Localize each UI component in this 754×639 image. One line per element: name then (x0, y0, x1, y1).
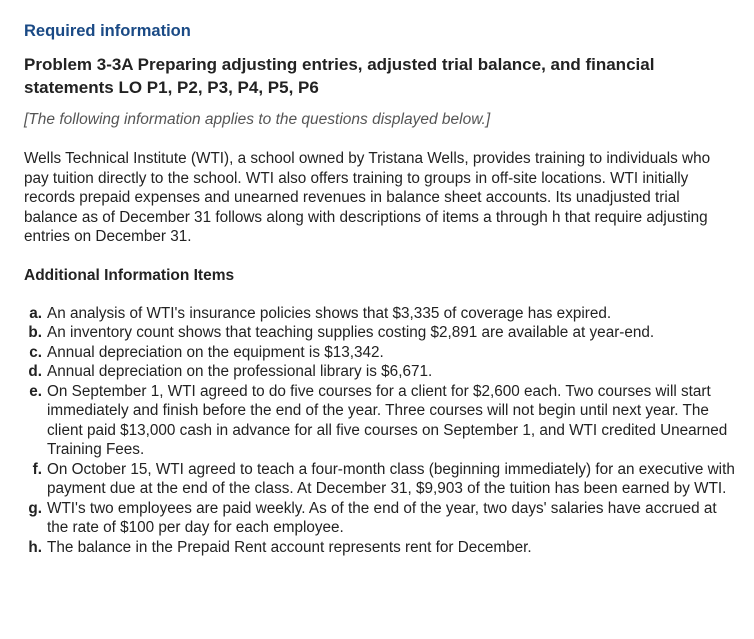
item-text: WTI's two employees are paid weekly. As of the end of the year, two days' salaries have accrued at the rate of $100 per day for each employee. (47, 499, 717, 536)
problem-title: Problem 3-3A Preparing adjusting entries, adjusted trial balance, and financial statements LO P1, P2, P3, P4, P5, P6 (24, 55, 655, 97)
shared-info-note: [The following information applies to the questions displayed below.] (24, 111, 491, 128)
item-letter: a. (29, 304, 42, 322)
info-item-d (24, 362, 736, 382)
additional-info-list (24, 304, 736, 558)
info-item-c (24, 343, 736, 363)
item-letter: h. (28, 538, 42, 556)
required-information-heading: Required information (24, 22, 191, 40)
item-letter: e. (29, 382, 42, 400)
info-item-e (24, 382, 736, 460)
item-text: On October 15, WTI agreed to teach a four-month class (beginning immediately) for an executive with payment due at the end of the class. At December 31, $9,903 of the tuition has been earned by WTI. (47, 460, 735, 497)
info-item-g (24, 499, 736, 538)
info-item-h (24, 538, 736, 558)
additional-info-heading: Additional Information Items (24, 266, 235, 284)
item-text: On September 1, WTI agreed to do five courses for a client for $2,600 each. Two courses will start immediately and finish before the end of the year. Three courses will not begin until next year. The client paid $13,000 cash in advance for all five courses on September 1, and WTI credited Unearned Training Fees. (47, 382, 728, 458)
item-letter: g. (28, 499, 42, 517)
item-text: An analysis of WTI's insurance policies shows that $3,335 of coverage has expired. (47, 304, 612, 322)
item-letter: f. (32, 460, 42, 478)
info-item-f (24, 460, 736, 499)
info-item-b (24, 323, 736, 343)
item-text: Annual depreciation on the equipment is $13,342. (47, 343, 384, 361)
item-text: The balance in the Prepaid Rent account represents rent for December. (47, 538, 532, 556)
item-text: An inventory count shows that teaching supplies costing $2,891 are available at year-end. (47, 324, 655, 341)
item-text: Annual depreciation on the professional library is $6,671. (47, 363, 433, 380)
item-letter: c. (29, 343, 42, 361)
intro-paragraph: Wells Technical Institute (WTI), a school owned by Tristana Wells, provides training to individuals who pay tuition directly to the school. WTI also offers training to groups in off-site locations. WTI initially records prepaid expenses and unearned revenues in balance sheet accounts. Its unadjusted trial balance as of December 31 follows along with descriptions of items a through h that require adjusting entries on December 31. (24, 150, 711, 245)
item-letter: d. (28, 363, 42, 380)
item-letter: b. (28, 324, 42, 341)
info-item-a (24, 304, 736, 324)
